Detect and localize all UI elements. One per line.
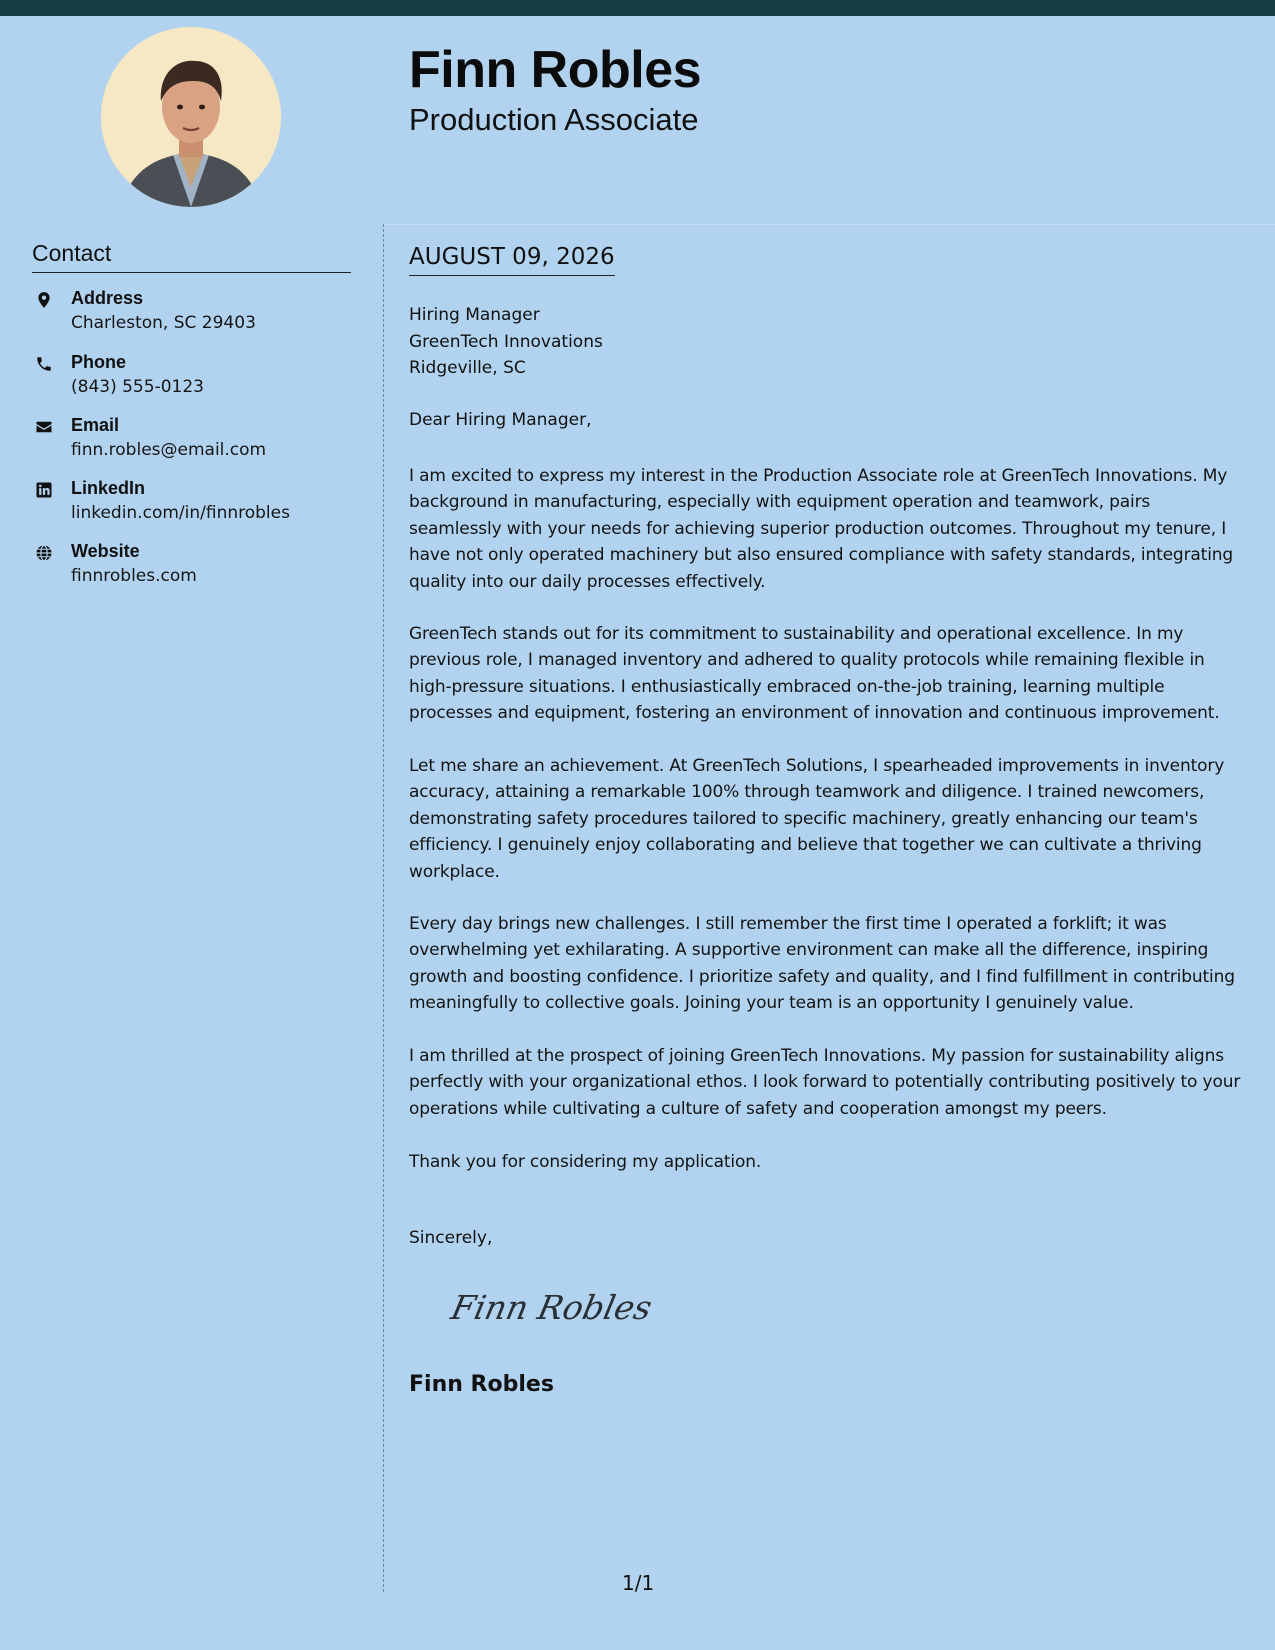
envelope-icon: [35, 418, 53, 436]
profile-photo: [101, 27, 281, 207]
contact-linkedin: [32, 478, 362, 528]
page-number: 1/1: [622, 1571, 655, 1595]
signer-name: Finn Robles: [409, 1372, 554, 1397]
closing: Sincerely,: [409, 1228, 493, 1248]
letter-paragraph: Every day brings new challenges. I still remember the first time I operated a forklift; it was overwhelming yet exhilarating. A supportive environment can make all the difference, inspiring growth and boosting confidence. I prioritize safety and quality, and I find fulfillment in contributing meaningfully to collective goals. Joining your team is an opportunity I genuinely value.: [409, 914, 1235, 1014]
top-bar: [0, 0, 1275, 16]
phone-icon: [35, 355, 53, 373]
contact-value: finn.robles@email.com: [71, 440, 267, 460]
header-divider: [384, 224, 1275, 225]
letter-paragraph: I am thrilled at the prospect of joining GreenTech Innovations. My passion for sustainability aligns perfectly with your organizational ethos. I look forward to potentially contributing positively to your operations while cultivating a culture of safety and cooperation amongst my peers.: [409, 1046, 1241, 1119]
contact-label: Phone: [71, 352, 127, 372]
recipient-block: [409, 302, 603, 382]
job-title: Production Associate: [409, 102, 699, 137]
contact-label: LinkedIn: [71, 478, 146, 498]
contact-value: finnrobles.com: [71, 566, 197, 586]
contact-label: Website: [71, 541, 140, 561]
letter-paragraph: GreenTech stands out for its commitment to sustainability and operational excellence. In my previous role, I managed inventory and adhered to quality protocols while remaining flexible in high-pressure situations. I enthusiastically embraced on-the-job training, learning multiple processes and equipment, fostering an environment of innovation and continuous improvement.: [409, 624, 1220, 724]
salutation: Dear Hiring Manager,: [409, 410, 592, 430]
letter-paragraph: I am excited to express my interest in the Production Associate role at GreenTech Innovations. My background in manufacturing, especially with equipment operation and teamwork, pairs seamlessly with your needs for achieving superior production outcomes. Throughout my tenure, I have not only operated machinery but also ensured compliance with safety standards, integrating quality into our daily processes effectively.: [409, 466, 1234, 592]
contact-value: linkedin.com/in/finnrobles: [71, 503, 290, 523]
recipient-line: Hiring Manager: [409, 305, 540, 325]
letter-paragraph: Let me share an achievement. At GreenTech Solutions, I spearheaded improvements in inventory accuracy, attaining a remarkable 100% through teamwork and diligence. I trained newcomers, demonstrating safety procedures tailored to specific machinery, greatly enhancing our team's efficiency. I genuinely enjoy collaborating and believe that together we can cultivate a thriving workplace.: [409, 756, 1225, 882]
linkedin-icon: [35, 481, 53, 499]
contact-address: [32, 288, 362, 338]
candidate-name: Finn Robles: [409, 41, 702, 99]
signature: Finn Robles: [447, 1288, 656, 1327]
avatar: [101, 27, 281, 207]
contact-label: Email: [71, 415, 120, 435]
contact-email: [32, 415, 362, 465]
contact-value: Charleston, SC 29403: [71, 313, 256, 333]
contact-value: (843) 555-0123: [71, 377, 204, 397]
contact-website: [32, 541, 362, 591]
map-pin-icon: [35, 291, 53, 309]
recipient-line: Ridgeville, SC: [409, 358, 526, 378]
column-divider: [383, 224, 384, 1592]
contact-label: Address: [71, 288, 144, 308]
letter-date: AUGUST 09, 2026: [409, 244, 615, 276]
letter-paragraph: Thank you for considering my application.: [409, 1152, 762, 1172]
contact-phone: [32, 352, 362, 402]
recipient-line: GreenTech Innovations: [409, 331, 603, 352]
contact-heading: Contact: [32, 240, 351, 273]
globe-icon: [35, 544, 53, 562]
